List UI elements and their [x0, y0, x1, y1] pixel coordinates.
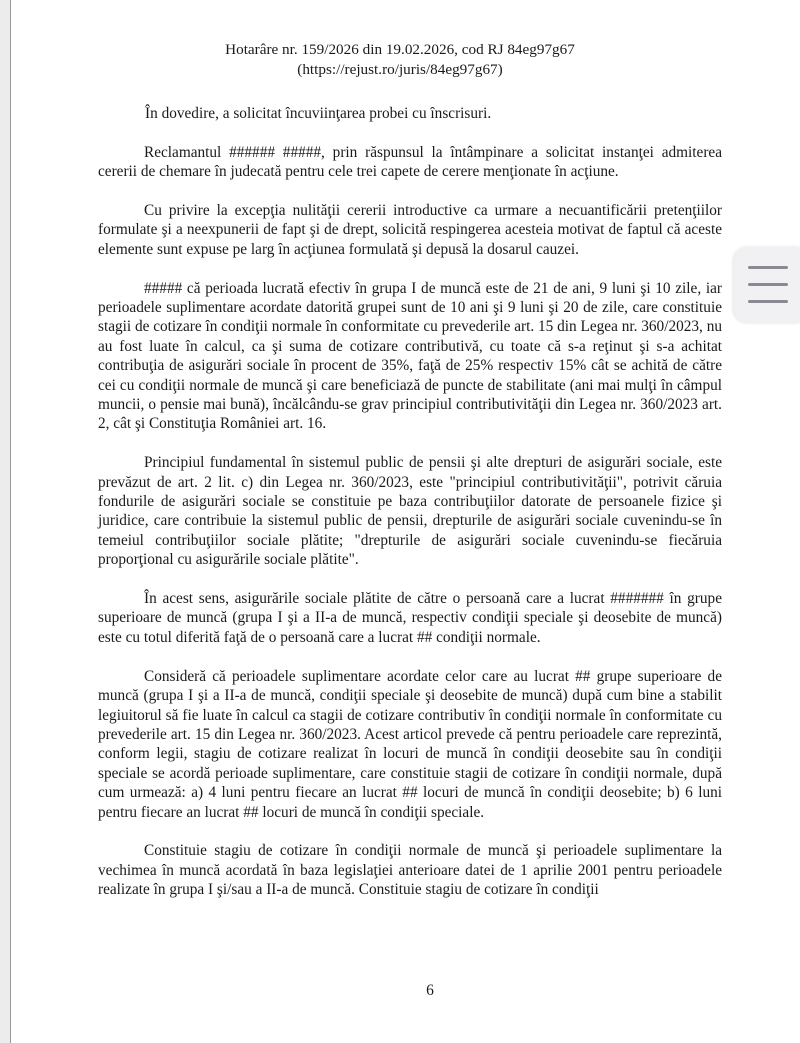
paragraph-2: Reclamantul ###### #####, prin răspunsul la întâmpinare a solicitat instanţei admiterea cererii de chemare în judecată pentru cele trei capete de cerere menţionate în acţiune. [98, 143, 722, 181]
document-body [98, 104, 722, 919]
header-title: Hotarâre nr. 159/2026 din 19.02.2026, cod RJ 84eg97g67 [225, 41, 575, 58]
paragraph-6: În acest sens, asigurările sociale plătite de către o persoană care a lucrat ####### în grupe superioare de muncă (grupa I şi a II-a de muncă, respectiv condiţii speciale şi deosebite de muncă) este cu totul diferită faţă de o persoană care a lucrat ## condiţii normale. [98, 590, 722, 646]
paragraph-3: Cu privire la excepţia nulităţii cererii introductive ca urmare a necuantificării pretenţiilor formulate şi a neexpunerii de fapt şi de drept, solicită respingerea acesteia motivat de faptul că aceste elemente sunt expuse pe larg în acţiunea formulată şi depusă la dosarul cauzei. [98, 202, 722, 258]
paragraph-1: În dovedire, a solicitat încuviinţarea probei cu înscrisuri. [145, 105, 492, 122]
page-number: 6 [426, 982, 434, 999]
paragraph-5: Principiul fundamental în sistemul public de pensii şi alte drepturi de asigurări sociale, este prevăzut de art. 2 lit. c) din Legea nr. 360/2023, este "principiul contributivităţii", potrivit căruia fondurile de asigurări sociale se constituie pe baza contribuţiilor datorate de persoanele fizice şi juridice, care contribuie la sistemul public de pensii, drepturile de asigurări sociale cuvenindu-se în temeiul contribuţiilor sociale plătite; "drepturile de asigurări sociale cuvenindu-se fiecăruia proporţional cu asigurările sociale plătite". [98, 454, 722, 569]
paragraph-8: Constituie stagiu de cotizare în condiţii normale de muncă şi perioadele suplimentare la vechimea în muncă acordată în baza legislaţiei anterioare datei de 1 aprilie 2001 pentru perioadele realizate în grupa I şi/sau a II-a de muncă. Constituie stagiu de cotizare în condiţii [98, 842, 722, 899]
paragraph-7: Consideră că perioadele suplimentare acordate celor care au lucrat ## grupe superioare de muncă (grupa I şi a II-a de muncă, condiţii speciale şi deosebite de muncă) după cum bine a stabilit legiuitorul să fie luate în calcul ca stagii de cotizare contributiv în condiţii normale în conformitate cu prevederile art. 15 din Legea nr. 360/2023. Acest articol prevede că pentru perioadele care reprezintă, conform legii, stagiu de cotizare realizat în locuri de muncă în condiţii deosebite sau în condiţii speciale se acordă perioade suplimentare, care constituie stagii de cotizare în condiţii normale, după cum urmează: a) 4 luni pentru fiecare an lucrat ## locuri de muncă în condiţii deosebite; b) 6 luni pentru fiecare an lucrat ## locuri de muncă în condiţii speciale. [98, 667, 722, 821]
document-header [0, 40, 800, 80]
paragraph-4: ##### că perioada lucrată efectiv în grupa I de muncă este de 21 de ani, 9 luni şi 10 zile, iar perioadele suplimentare acordate datorită grupei sunt de 10 ani şi 9 luni şi 20 de zile, care constituie stagii de cotizare în condiţii normale în conformitate cu prevederile art. 15 din Legea nr. 360/2023, nu au fost luate în calcul, ca şi suma de cotizare contributivă, cu toate că s-a reţinut şi s-a achitat contribuţia de asigurări sociale în procent de 35%, faţă de 25% respectiv 15% cât se achită de către cei cu condiţii normale de muncă şi care beneficiază de puncte de stabilitate (ani mai mulţi în câmpul muncii, o pensie mai bună), încălcându-se grav principiul contributivităţii din Legea nr. 360/2023 art. 2, cât şi Constituţia României art. 16. [98, 279, 722, 433]
header-source-link[interactable]: (https://rejust.ro/juris/84eg97g67) [297, 61, 503, 78]
hamburger-menu-button[interactable] [734, 247, 800, 323]
